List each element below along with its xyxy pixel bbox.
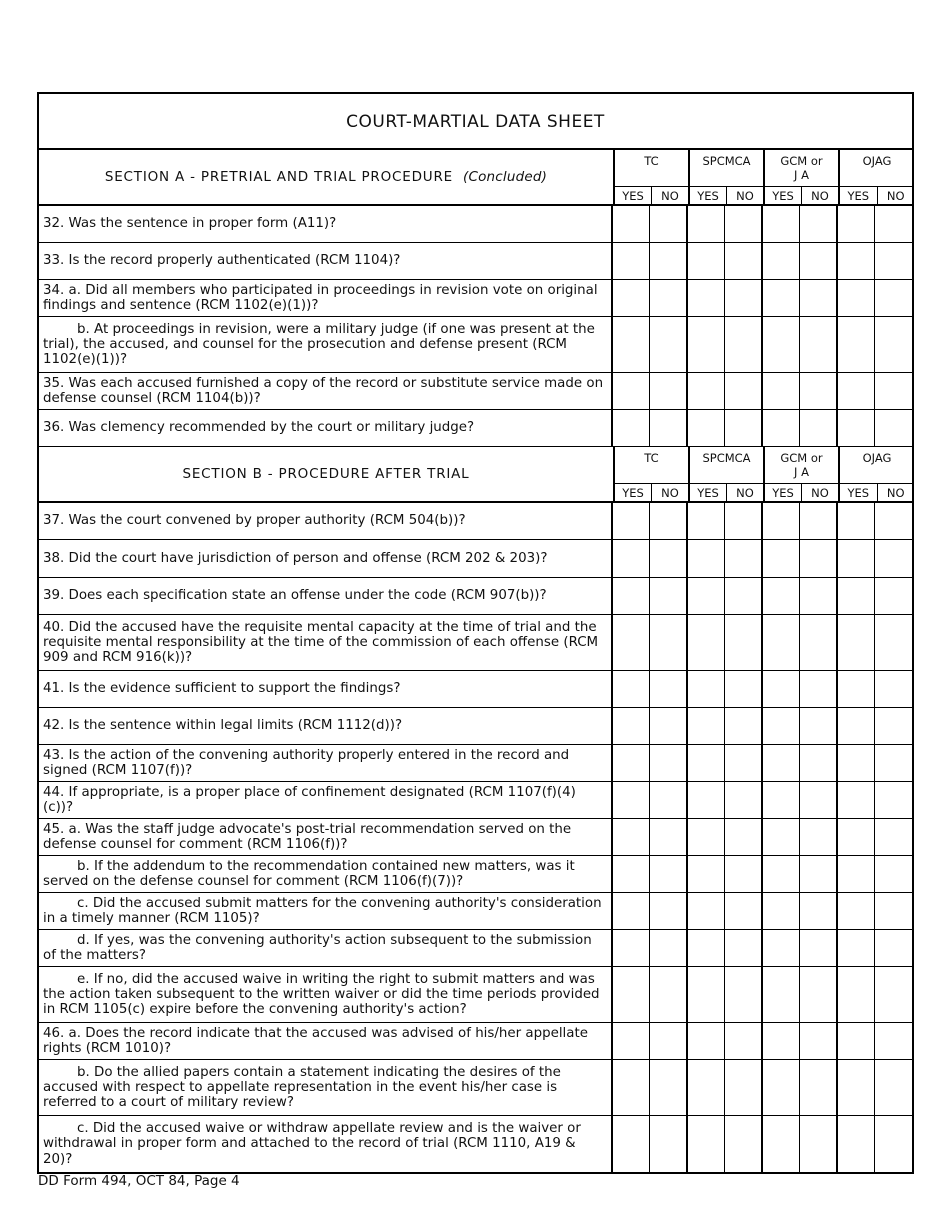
- ojag-no-checkbox[interactable]: [875, 503, 912, 539]
- question-text: 32. Was the sentence in proper form (A11)?: [39, 206, 613, 242]
- section_a-title-cell: [39, 150, 615, 204]
- ojag-yes-checkbox[interactable]: [838, 930, 876, 966]
- gcm-ja-yes-checkbox[interactable]: [763, 930, 801, 966]
- ojag-no-checkbox[interactable]: [875, 578, 912, 614]
- no-column-label: NO: [886, 486, 905, 500]
- spcmca-no-checkbox[interactable]: [725, 1023, 763, 1059]
- spcmca-no-checkbox[interactable]: [725, 745, 763, 781]
- spcmca-no-checkbox[interactable]: [725, 280, 763, 316]
- court-martial-data-sheet-form: [37, 92, 914, 1174]
- gcm-ja-no-checkbox[interactable]: [800, 967, 838, 1022]
- question-text: b. Do the allied papers contain a statement indicating the desires of the accused with respect to appellate representation in the event his/her case is referred to a court of military review?: [39, 1060, 613, 1115]
- question-text: c. Did the accused waive or withdraw appellate review and is the waiver or withdrawal in proper form and attached to the record of trial (RCM 1110, A19 & 20)?: [39, 1116, 613, 1172]
- tc-no-checkbox[interactable]: [650, 856, 688, 892]
- spcmca-no-checkbox[interactable]: [725, 540, 763, 577]
- tc-yes-checkbox[interactable]: [613, 893, 651, 929]
- ojag-yes-checkbox[interactable]: [838, 967, 876, 1022]
- spcmca-yes-checkbox[interactable]: [688, 708, 726, 744]
- tc-no-checkbox[interactable]: [650, 243, 688, 279]
- spcmca-yes-checkbox[interactable]: [688, 503, 726, 539]
- ojag-no-checkbox[interactable]: [875, 671, 912, 707]
- spcmca-no-checkbox[interactable]: [725, 410, 763, 446]
- ojag-no-checkbox[interactable]: [875, 206, 912, 242]
- gcm-ja-yes-checkbox[interactable]: [763, 410, 801, 446]
- tc-no-checkbox[interactable]: [650, 745, 688, 781]
- tc-no-checkbox[interactable]: [650, 671, 688, 707]
- yes-column-label: YES: [690, 187, 727, 206]
- question-text: 40. Did the accused have the requisite mental capacity at the time of trial and the requisite mental responsibility at the time of the commission of each offense (RCM 909 and RCM 916(k))?: [39, 615, 613, 670]
- gcm-ja-yes-checkbox[interactable]: [763, 782, 801, 818]
- no-column-label: NO: [736, 189, 754, 203]
- question-text: 43. Is the action of the convening authority properly entered in the record and signed (RCM 1107(f))?: [39, 745, 613, 781]
- tc-no-checkbox[interactable]: [650, 410, 688, 446]
- spcmca-yes-checkbox[interactable]: [688, 317, 726, 372]
- tc-yes-checkbox[interactable]: [613, 540, 651, 577]
- ojag-yes-checkbox[interactable]: [838, 782, 876, 818]
- gcm-ja-no-checkbox[interactable]: [800, 745, 838, 781]
- section_b-title: SECTION B - PROCEDURE AFTER TRIAL: [182, 466, 470, 482]
- gcm-ja-no-checkbox[interactable]: [800, 1060, 838, 1115]
- question-text: 44. If appropriate, is a proper place of confinement designated (RCM 1107(f)(4)(c))?: [39, 782, 613, 818]
- tc-yes-checkbox[interactable]: [613, 206, 651, 242]
- tc-yes-checkbox[interactable]: [613, 930, 651, 966]
- tc-no-checkbox[interactable]: [650, 1060, 688, 1115]
- column-group-label: OJAG: [862, 154, 892, 168]
- question-text: 38. Did the court have jurisdiction of person and offense (RCM 202 & 203)?: [39, 540, 613, 577]
- question-text: 34. a. Did all members who participated in proceedings in revision vote on original findings and sentence (RCM 1102(e)(1))?: [39, 280, 613, 316]
- spcmca-yes-checkbox[interactable]: [688, 1023, 726, 1059]
- gcm-ja-yes-checkbox[interactable]: [763, 893, 801, 929]
- spcmca-no-checkbox[interactable]: [725, 503, 763, 539]
- ojag-no-checkbox[interactable]: [875, 280, 912, 316]
- spcmca-no-checkbox[interactable]: [725, 930, 763, 966]
- spcmca-no-checkbox[interactable]: [725, 819, 763, 855]
- section_a-subtitle: (Concluded): [462, 169, 548, 185]
- no-column-label: NO: [886, 189, 905, 203]
- ojag-yes-checkbox[interactable]: [838, 708, 876, 744]
- question-row: [39, 893, 912, 930]
- question-row: [39, 1116, 912, 1172]
- tc-yes-checkbox[interactable]: [613, 819, 651, 855]
- tc-no-checkbox[interactable]: [650, 930, 688, 966]
- yes-column-label: YES: [840, 187, 878, 206]
- tc-no-checkbox[interactable]: [650, 782, 688, 818]
- question-row: [39, 967, 912, 1023]
- gcm-ja-no-checkbox[interactable]: [800, 708, 838, 744]
- column-group-0: [615, 447, 690, 503]
- ojag-yes-checkbox[interactable]: [838, 280, 876, 316]
- yes-no-header: [765, 483, 838, 503]
- tc-yes-checkbox[interactable]: [613, 410, 651, 446]
- gcm-ja-no-checkbox[interactable]: [800, 540, 838, 577]
- gcm-ja-yes-checkbox[interactable]: [763, 280, 801, 316]
- question-row: [39, 410, 912, 447]
- question-row: [39, 782, 912, 819]
- yes-no-header: [690, 483, 763, 503]
- question-row: [39, 819, 912, 856]
- tc-yes-checkbox[interactable]: [613, 745, 651, 781]
- column-group-2: [765, 150, 840, 206]
- ojag-yes-checkbox[interactable]: [838, 540, 876, 577]
- gcm-ja-yes-checkbox[interactable]: [763, 615, 801, 670]
- gcm-ja-no-checkbox[interactable]: [800, 503, 838, 539]
- spcmca-no-checkbox[interactable]: [725, 671, 763, 707]
- tc-no-checkbox[interactable]: [650, 708, 688, 744]
- spcmca-yes-checkbox[interactable]: [688, 540, 726, 577]
- tc-no-checkbox[interactable]: [650, 503, 688, 539]
- question-text: d. If yes, was the convening authority's action subsequent to the submission of the matters?: [39, 930, 613, 966]
- question-row: [39, 578, 912, 615]
- ojag-no-checkbox[interactable]: [875, 967, 912, 1022]
- no-column-label: NO: [736, 486, 754, 500]
- ojag-no-checkbox[interactable]: [875, 373, 912, 409]
- tc-yes-checkbox[interactable]: [613, 1060, 651, 1115]
- tc-yes-checkbox[interactable]: [613, 373, 651, 409]
- ojag-yes-checkbox[interactable]: [838, 206, 876, 242]
- ojag-no-checkbox[interactable]: [875, 930, 912, 966]
- tc-yes-checkbox[interactable]: [613, 578, 651, 614]
- spcmca-no-checkbox[interactable]: [725, 615, 763, 670]
- gcm-ja-yes-checkbox[interactable]: [763, 671, 801, 707]
- question-text: e. If no, did the accused waive in writing the right to submit matters and was the action taken subsequent to the written waiver or did the time periods provided in RCM 1105(c) expire before the convening authority's action?: [39, 967, 613, 1022]
- ojag-yes-checkbox[interactable]: [838, 317, 876, 372]
- column-group-2: [765, 447, 840, 503]
- spcmca-no-checkbox[interactable]: [725, 856, 763, 892]
- tc-no-checkbox[interactable]: [650, 280, 688, 316]
- yes-no-header: [615, 186, 688, 206]
- gcm-ja-yes-checkbox[interactable]: [763, 503, 801, 539]
- spcmca-no-checkbox[interactable]: [725, 708, 763, 744]
- ojag-yes-checkbox[interactable]: [838, 243, 876, 279]
- no-column-label: NO: [661, 486, 679, 500]
- ojag-yes-checkbox[interactable]: [838, 671, 876, 707]
- section_a-title: SECTION A - PRETRIAL AND TRIAL PROCEDURE: [104, 169, 453, 185]
- gcm-ja-yes-checkbox[interactable]: [763, 967, 801, 1022]
- tc-yes-checkbox[interactable]: [613, 317, 651, 372]
- ojag-yes-checkbox[interactable]: [838, 615, 876, 670]
- no-column-label: NO: [811, 486, 829, 500]
- gcm-ja-yes-checkbox[interactable]: [763, 856, 801, 892]
- ojag-no-checkbox[interactable]: [875, 1060, 912, 1115]
- spcmca-yes-checkbox[interactable]: [688, 1116, 726, 1172]
- gcm-ja-no-checkbox[interactable]: [800, 671, 838, 707]
- gcm-ja-yes-checkbox[interactable]: [763, 745, 801, 781]
- question-text: 46. a. Does the record indicate that the accused was advised of his/her appellate rights (RCM 1010)?: [39, 1023, 613, 1059]
- question-text: 41. Is the evidence sufficient to support the findings?: [39, 671, 613, 707]
- ojag-no-checkbox[interactable]: [875, 856, 912, 892]
- question-row: [39, 1023, 912, 1060]
- ojag-yes-checkbox[interactable]: [838, 373, 876, 409]
- tc-no-checkbox[interactable]: [650, 206, 688, 242]
- ojag-no-checkbox[interactable]: [875, 540, 912, 577]
- gcm-ja-no-checkbox[interactable]: [800, 1023, 838, 1059]
- spcmca-no-checkbox[interactable]: [725, 782, 763, 818]
- gcm-ja-no-checkbox[interactable]: [800, 206, 838, 242]
- spcmca-yes-checkbox[interactable]: [688, 410, 726, 446]
- ojag-yes-checkbox[interactable]: [838, 819, 876, 855]
- form-title: COURT-MARTIAL DATA SHEET: [39, 94, 912, 150]
- spcmca-yes-checkbox[interactable]: [688, 893, 726, 929]
- ojag-yes-checkbox[interactable]: [838, 503, 876, 539]
- gcm-ja-yes-checkbox[interactable]: [763, 243, 801, 279]
- gcm-ja-no-checkbox[interactable]: [800, 856, 838, 892]
- question-row: [39, 930, 912, 967]
- spcmca-yes-checkbox[interactable]: [688, 615, 726, 670]
- ojag-no-checkbox[interactable]: [875, 745, 912, 781]
- tc-no-checkbox[interactable]: [650, 615, 688, 670]
- spcmca-yes-checkbox[interactable]: [688, 373, 726, 409]
- question-row: [39, 708, 912, 745]
- ojag-yes-checkbox[interactable]: [838, 578, 876, 614]
- gcm-ja-yes-checkbox[interactable]: [763, 1023, 801, 1059]
- yes-no-header: [615, 483, 688, 503]
- spcmca-no-checkbox[interactable]: [725, 1116, 763, 1172]
- column-group-3: [840, 447, 914, 503]
- yes-no-header: [690, 186, 763, 206]
- question-row: [39, 317, 912, 373]
- ojag-yes-checkbox[interactable]: [838, 893, 876, 929]
- tc-no-checkbox[interactable]: [650, 1116, 688, 1172]
- gcm-ja-no-checkbox[interactable]: [800, 930, 838, 966]
- tc-no-checkbox[interactable]: [650, 373, 688, 409]
- tc-yes-checkbox[interactable]: [613, 1116, 651, 1172]
- tc-yes-checkbox[interactable]: [613, 1023, 651, 1059]
- section_b-title-cell: [39, 447, 615, 501]
- question-row: [39, 540, 912, 578]
- ojag-yes-checkbox[interactable]: [838, 1023, 876, 1059]
- spcmca-yes-checkbox[interactable]: [688, 578, 726, 614]
- spcmca-yes-checkbox[interactable]: [688, 930, 726, 966]
- section_a-header: [39, 150, 912, 206]
- gcm-ja-yes-checkbox[interactable]: [763, 1060, 801, 1115]
- question-row: [39, 615, 912, 671]
- tc-yes-checkbox[interactable]: [613, 671, 651, 707]
- column-group-1: [690, 447, 765, 503]
- spcmca-yes-checkbox[interactable]: [688, 745, 726, 781]
- question-row: [39, 503, 912, 540]
- question-row: [39, 856, 912, 893]
- question-text: c. Did the accused submit matters for the convening authority's consideration in a timely manner (RCM 1105)?: [39, 893, 613, 929]
- tc-no-checkbox[interactable]: [650, 578, 688, 614]
- tc-yes-checkbox[interactable]: [613, 615, 651, 670]
- no-column-label: NO: [661, 189, 679, 203]
- question-row: [39, 1060, 912, 1116]
- yes-column-label: YES: [765, 484, 802, 503]
- spcmca-yes-checkbox[interactable]: [688, 782, 726, 818]
- ojag-yes-checkbox[interactable]: [838, 745, 876, 781]
- gcm-ja-yes-checkbox[interactable]: [763, 373, 801, 409]
- yes-no-header: [840, 483, 914, 503]
- ojag-no-checkbox[interactable]: [875, 782, 912, 818]
- column-group-label: GCM or J A: [780, 451, 823, 479]
- tc-yes-checkbox[interactable]: [613, 503, 651, 539]
- gcm-ja-yes-checkbox[interactable]: [763, 819, 801, 855]
- yes-no-header: [840, 186, 914, 206]
- tc-yes-checkbox[interactable]: [613, 708, 651, 744]
- gcm-ja-yes-checkbox[interactable]: [763, 540, 801, 577]
- yes-column-label: YES: [615, 484, 652, 503]
- tc-yes-checkbox[interactable]: [613, 782, 651, 818]
- ojag-no-checkbox[interactable]: [875, 1023, 912, 1059]
- gcm-ja-yes-checkbox[interactable]: [763, 578, 801, 614]
- spcmca-no-checkbox[interactable]: [725, 317, 763, 372]
- yes-no-header: [765, 186, 838, 206]
- ojag-no-checkbox[interactable]: [875, 893, 912, 929]
- ojag-yes-checkbox[interactable]: [838, 1060, 876, 1115]
- question-row: [39, 745, 912, 782]
- question-text: 33. Is the record properly authenticated (RCM 1104)?: [39, 243, 613, 279]
- gcm-ja-no-checkbox[interactable]: [800, 615, 838, 670]
- ojag-yes-checkbox[interactable]: [838, 856, 876, 892]
- spcmca-no-checkbox[interactable]: [725, 373, 763, 409]
- gcm-ja-yes-checkbox[interactable]: [763, 708, 801, 744]
- ojag-no-checkbox[interactable]: [875, 243, 912, 279]
- gcm-ja-no-checkbox[interactable]: [800, 373, 838, 409]
- no-column-label: NO: [811, 189, 829, 203]
- gcm-ja-no-checkbox[interactable]: [800, 410, 838, 446]
- ojag-no-checkbox[interactable]: [875, 410, 912, 446]
- tc-no-checkbox[interactable]: [650, 893, 688, 929]
- column-group-1: [690, 150, 765, 206]
- tc-no-checkbox[interactable]: [650, 819, 688, 855]
- ojag-yes-checkbox[interactable]: [838, 410, 876, 446]
- tc-yes-checkbox[interactable]: [613, 243, 651, 279]
- gcm-ja-no-checkbox[interactable]: [800, 782, 838, 818]
- column-group-label: SPCMCA: [702, 451, 751, 465]
- gcm-ja-no-checkbox[interactable]: [800, 893, 838, 929]
- gcm-ja-yes-checkbox[interactable]: [763, 1116, 801, 1172]
- column-group-label: SPCMCA: [702, 154, 751, 168]
- ojag-no-checkbox[interactable]: [875, 317, 912, 372]
- question-row: [39, 280, 912, 317]
- column-group-label: TC: [644, 154, 659, 168]
- column-group-label: TC: [644, 451, 659, 465]
- yes-column-label: YES: [765, 187, 802, 206]
- tc-no-checkbox[interactable]: [650, 967, 688, 1022]
- tc-no-checkbox[interactable]: [650, 1023, 688, 1059]
- spcmca-no-checkbox[interactable]: [725, 1060, 763, 1115]
- question-text: 45. a. Was the staff judge advocate's post-trial recommendation served on the defense counsel for comment (RCM 1106(f))?: [39, 819, 613, 855]
- gcm-ja-no-checkbox[interactable]: [800, 317, 838, 372]
- spcmca-yes-checkbox[interactable]: [688, 243, 726, 279]
- spcmca-yes-checkbox[interactable]: [688, 671, 726, 707]
- question-text: 42. Is the sentence within legal limits (RCM 1112(d))?: [39, 708, 613, 744]
- gcm-ja-no-checkbox[interactable]: [800, 578, 838, 614]
- question-row: [39, 671, 912, 708]
- gcm-ja-no-checkbox[interactable]: [800, 819, 838, 855]
- gcm-ja-no-checkbox[interactable]: [800, 243, 838, 279]
- tc-no-checkbox[interactable]: [650, 540, 688, 577]
- ojag-yes-checkbox[interactable]: [838, 1116, 876, 1172]
- tc-no-checkbox[interactable]: [650, 317, 688, 372]
- tc-yes-checkbox[interactable]: [613, 967, 651, 1022]
- ojag-no-checkbox[interactable]: [875, 708, 912, 744]
- spcmca-no-checkbox[interactable]: [725, 206, 763, 242]
- column-group-label: GCM or J A: [780, 154, 823, 182]
- yes-column-label: YES: [840, 484, 878, 503]
- spcmca-yes-checkbox[interactable]: [688, 280, 726, 316]
- yes-column-label: YES: [690, 484, 727, 503]
- gcm-ja-no-checkbox[interactable]: [800, 280, 838, 316]
- gcm-ja-yes-checkbox[interactable]: [763, 317, 801, 372]
- question-text: b. If the addendum to the recommendation contained new matters, was it served on the defense counsel for comment (RCM 1106(f)(7))?: [39, 856, 613, 892]
- question-row: [39, 243, 912, 280]
- question-text: 35. Was each accused furnished a copy of the record or substitute service made on defense counsel (RCM 1104(b))?: [39, 373, 613, 409]
- column-group-3: [840, 150, 914, 206]
- question-text: 36. Was clemency recommended by the court or military judge?: [39, 410, 613, 446]
- ojag-no-checkbox[interactable]: [875, 1116, 912, 1172]
- yes-column-label: YES: [615, 187, 652, 206]
- question-row: [39, 206, 912, 243]
- spcmca-no-checkbox[interactable]: [725, 967, 763, 1022]
- column-group-0: [615, 150, 690, 206]
- question-text: 39. Does each specification state an offense under the code (RCM 907(b))?: [39, 578, 613, 614]
- question-text: 37. Was the court convened by proper authority (RCM 504(b))?: [39, 503, 613, 539]
- ojag-no-checkbox[interactable]: [875, 819, 912, 855]
- tc-yes-checkbox[interactable]: [613, 280, 651, 316]
- spcmca-yes-checkbox[interactable]: [688, 856, 726, 892]
- question-row: [39, 373, 912, 410]
- spcmca-no-checkbox[interactable]: [725, 243, 763, 279]
- spcmca-yes-checkbox[interactable]: [688, 967, 726, 1022]
- spcmca-no-checkbox[interactable]: [725, 578, 763, 614]
- spcmca-yes-checkbox[interactable]: [688, 1060, 726, 1115]
- spcmca-yes-checkbox[interactable]: [688, 819, 726, 855]
- tc-yes-checkbox[interactable]: [613, 856, 651, 892]
- spcmca-yes-checkbox[interactable]: [688, 206, 726, 242]
- ojag-no-checkbox[interactable]: [875, 615, 912, 670]
- section_b-header: [39, 447, 912, 503]
- gcm-ja-yes-checkbox[interactable]: [763, 206, 801, 242]
- spcmca-no-checkbox[interactable]: [725, 893, 763, 929]
- column-group-label: OJAG: [862, 451, 892, 465]
- question-text: b. At proceedings in revision, were a military judge (if one was present at the trial), the accused, and counsel for the prosecution and defense present (RCM 1102(e)(1))?: [39, 317, 613, 372]
- form-footer: DD Form 494, OCT 84, Page 4: [38, 1173, 240, 1189]
- gcm-ja-no-checkbox[interactable]: [800, 1116, 838, 1172]
